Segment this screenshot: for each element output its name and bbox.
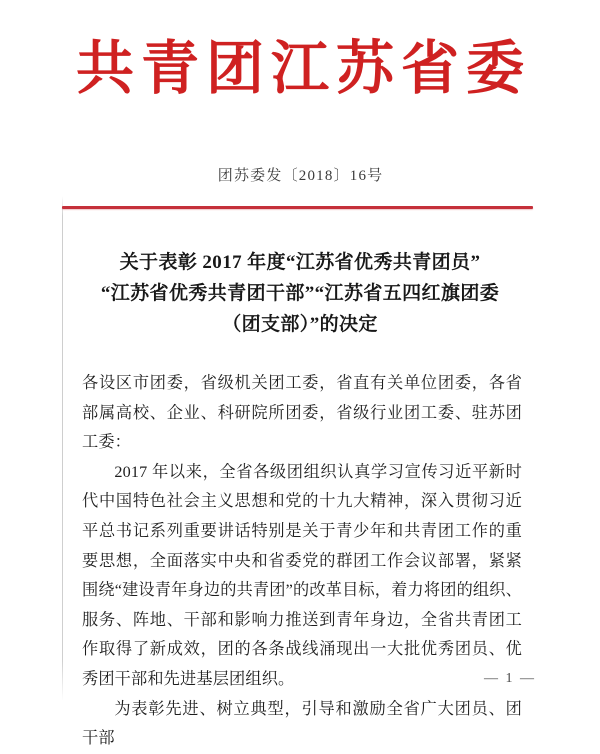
- body-paragraph-2: 为表彰先进、树立典型，引导和激励全省广大团员、团干部: [82, 699, 522, 748]
- document-body: [82, 369, 522, 754]
- document-number: 团苏委发〔2018〕16号: [217, 168, 384, 184]
- body-paragraph-1: 2017 年以来，全省各级团组织认真学习宣传习近平新时代中国特色社会主义思想和党的十九大精神，深入贯彻习近平总书记系列重要讲话特别是关于青少年和共青团工作的重要思想，全面落实中央和省委党的群团工作会议部署，紧紧围绕“建设青年身边的共青团”的改革目标，着力将团的组织、服务、阵地、干部和影响力推送到青年身边，全省共青团工作取得了新成效，团的各条战线涌现出一大批优秀团员、优秀团干部和先进基层团组织。: [82, 462, 522, 688]
- red-separator-rule: [62, 206, 533, 209]
- salutation-paragraph: 各设区市团委，省级机关团工委，省直有关单位团委，各省部属高校、企业、科研院所团委，省级行业团工委、驻苏团工委：: [82, 374, 522, 452]
- masthead-title: 共青团江苏省委: [75, 36, 531, 101]
- title-line-3: （团支部）”的决定: [222, 314, 378, 335]
- title-line-1: 关于表彰 2017 年度“江苏省优秀共青团员”: [119, 252, 481, 273]
- page-number: — 1 —: [484, 671, 536, 686]
- page-edge-line: [62, 196, 63, 701]
- document-title: [70, 247, 530, 340]
- title-line-2: “江苏省优秀共青团干部”“江苏省五四红旗团委: [100, 283, 500, 304]
- page-footer: [0, 671, 600, 687]
